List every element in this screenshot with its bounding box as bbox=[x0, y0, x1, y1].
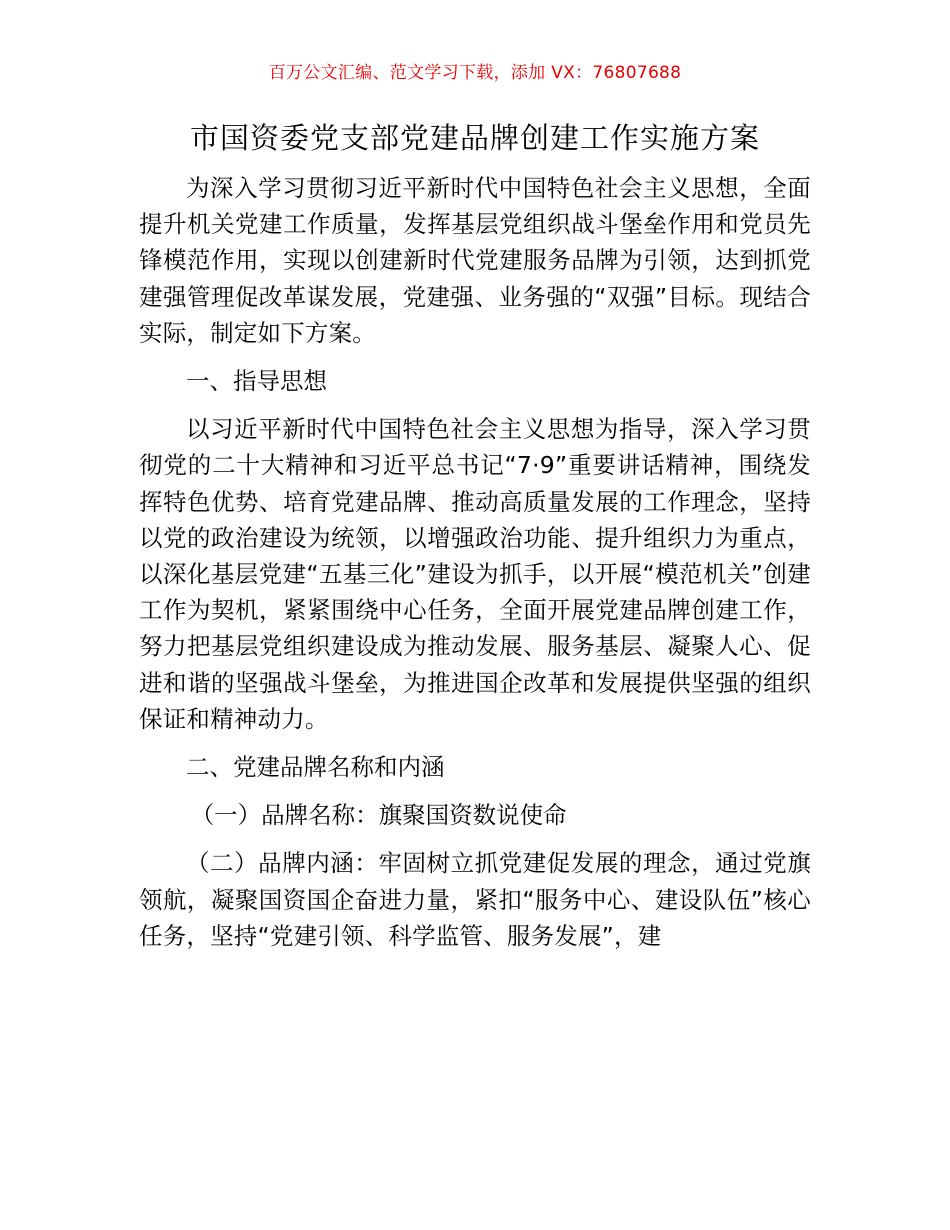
section1-heading: 一、指导思想 bbox=[186, 367, 327, 396]
document-title: 市国资委党支部党建品牌创建工作实施方案 bbox=[189, 121, 760, 155]
brand-name-item: （一）品牌名称：旗聚国资数说使命 bbox=[190, 801, 567, 830]
section1-paragraph: 以习近平新时代中国特色社会主义思想为指导，深入学习贯彻党的二十大精神和习近平总书记“7·9”重要讲话精神，围绕发挥特色优势、培育党建品牌、推动高质量发展的工作理念，坚持以党的政治建设为统领，以增强政治功能、提升组织力为重点，以深化基层党建“五基三化”建设为抓手，以开展“模范机关”创建工作为契机，紧紧围绕中心任务，全面开展党建品牌创建工作，努力把基层党组织建设成为推动发展、服务基层、凝聚人心、促进和谐的坚强战斗堡垒，为推进国企改革和发展提供坚强的组织保证和精神动力。 bbox=[139, 415, 811, 733]
intro-paragraph: 为深入学习贯彻习近平新时代中国特色社会主义思想，全面提升机关党建工作质量，发挥基层党组织战斗堡垒作用和党员先锋模范作用，实现以创建新时代党建服务品牌为引领，达到抓党建强管理促改革谋发展，党建强、业务强的“双强”目标。现结合实际，制定如下方案。 bbox=[139, 174, 811, 347]
header-note: 百万公文汇编、范文学习下载，添加 VX：76807688 bbox=[268, 63, 682, 83]
brand-meaning-item: （二）品牌内涵：牢固树立抓党建促发展的理念，通过党旗领航，凝聚国资国企奋进力量，紧扣“服务中心、建设队伍”核心任务，坚持“党建引领、科学监管、服务发展”，建 bbox=[139, 849, 811, 950]
section2-heading: 二、党建品牌名称和内涵 bbox=[186, 753, 445, 782]
document-body bbox=[139, 170, 811, 966]
